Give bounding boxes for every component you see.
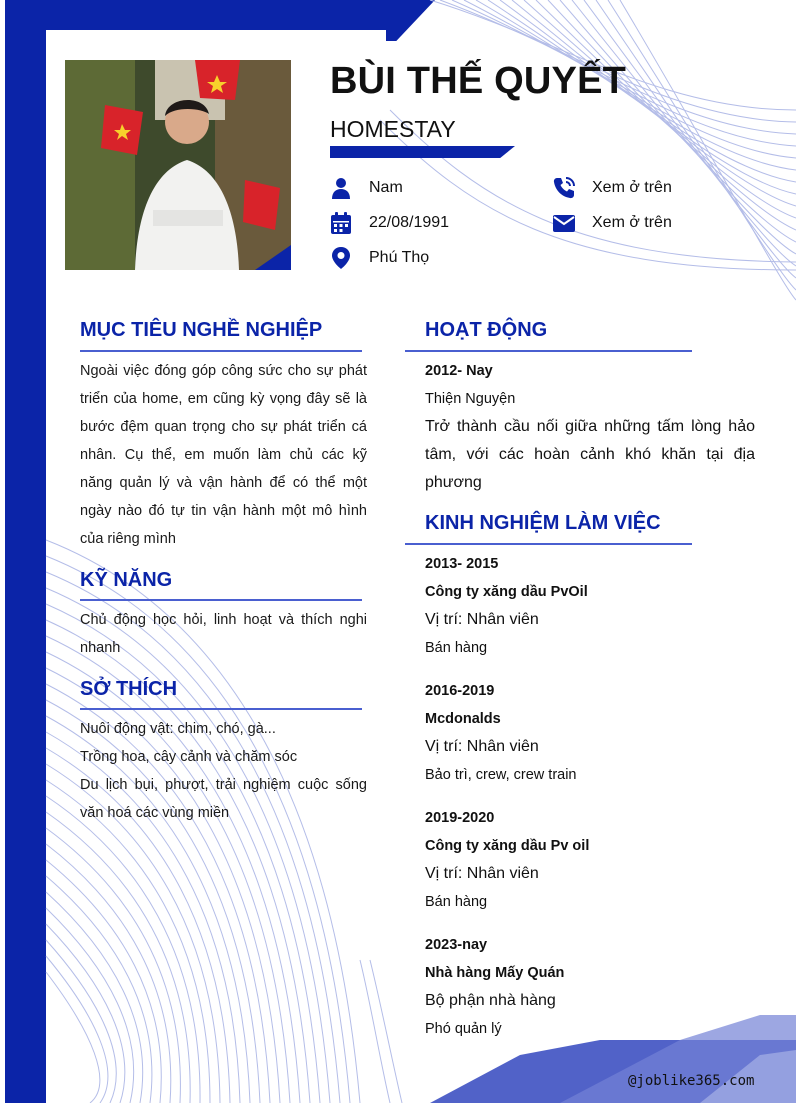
experience-desc: Bán hàng (425, 894, 488, 910)
experience-period: 2019-2020 (425, 810, 495, 826)
skills-rule (80, 599, 362, 601)
birthday-value: 22/08/1991 (369, 214, 450, 231)
activity-period: 2012- Nay (425, 363, 493, 379)
email-value: Xem ở trên (592, 214, 672, 231)
activities-heading: HOẠT ĐỘNG (425, 319, 548, 341)
hobbies-list (80, 715, 367, 827)
experience-role: Bộ phận nhà hàng (425, 992, 556, 1009)
gender-value: Nam (369, 179, 403, 196)
profile-photo (65, 60, 291, 270)
skills-heading: KỸ NĂNG (80, 569, 173, 591)
location-value: Phú Thọ (369, 249, 430, 266)
experience-item (425, 677, 755, 789)
info-birthday (329, 211, 449, 235)
candidate-name: BÙI THẾ QUYẾT (330, 60, 627, 102)
experience-desc: Phó quản lý (425, 1021, 502, 1037)
experience-item (425, 804, 755, 916)
experience-period: 2013- 2015 (425, 556, 499, 572)
skills-text: Chủ động học hỏi, linh hoạt và thích nghi nhanh (80, 612, 367, 656)
activities-rule (405, 350, 692, 352)
user-icon (329, 176, 353, 200)
objective-rule (80, 350, 362, 352)
title-underline-bar (330, 146, 515, 158)
map-pin-icon (329, 246, 353, 270)
experience-item (425, 550, 755, 662)
hobbies-rule (80, 708, 362, 710)
experience-item (425, 931, 755, 1043)
info-location (329, 246, 429, 270)
activity-item (425, 357, 755, 497)
hobby-item: Trồng hoa, cây cảnh và chăm sóc (80, 749, 298, 765)
envelope-icon (552, 211, 576, 235)
experience-period: 2016-2019 (425, 683, 495, 699)
experience-period: 2023-nay (425, 937, 488, 953)
info-gender (329, 176, 403, 200)
experience-role: Vị trí: Nhân viên (425, 611, 539, 628)
experience-heading: KINH NGHIỆM LÀM VIỆC (425, 512, 661, 534)
experience-company: Công ty xăng dầu Pv oil (425, 838, 590, 854)
hobbies-heading: SỞ THÍCH (80, 678, 178, 700)
hobby-item: Du lịch bụi, phượt, trải nghiệm cuộc sống văn hoá các vùng miền (80, 777, 367, 821)
job-title: HOMESTAY (330, 116, 456, 142)
experience-rule (405, 543, 692, 545)
info-email (552, 211, 672, 235)
experience-company: Mcdonalds (425, 711, 501, 727)
activity-org: Thiện Nguyện (425, 391, 516, 407)
experience-desc: Bán hàng (425, 640, 488, 656)
hobby-item: Nuôi động vật: chim, chó, gà... (80, 721, 276, 737)
info-phone (552, 176, 672, 200)
experience-desc: Bảo trì, crew, crew train (425, 767, 577, 783)
objective-text: Ngoài việc đóng góp công sức cho sự phát triển của home, em cũng kỳ vọng đây sẽ là bước đệm quan trọng cho sự phát triển cá nhân. Cụ thể, em muốn làm chủ các kỹ năng quản lý và vận hành để có thể một ngày nào đó tự tin vận hành một mô hình của riêng mình (80, 363, 367, 547)
experience-company: Nhà hàng Mấy Quán (425, 965, 565, 981)
watermark-text: @joblike365.com (628, 1073, 755, 1089)
objective-heading: MỤC TIÊU NGHỀ NGHIỆP (80, 319, 323, 341)
phone-icon (552, 176, 576, 200)
phone-value: Xem ở trên (592, 179, 672, 196)
experience-role: Vị trí: Nhân viên (425, 738, 539, 755)
activity-desc: Trở thành cầu nối giữa những tấm lòng hảo tâm, với các hoàn cảnh khó khăn tại địa phương (425, 418, 755, 491)
experience-company: Công ty xăng dầu PvOil (425, 584, 588, 600)
calendar-icon (329, 211, 353, 235)
experience-role: Vị trí: Nhân viên (425, 865, 539, 882)
